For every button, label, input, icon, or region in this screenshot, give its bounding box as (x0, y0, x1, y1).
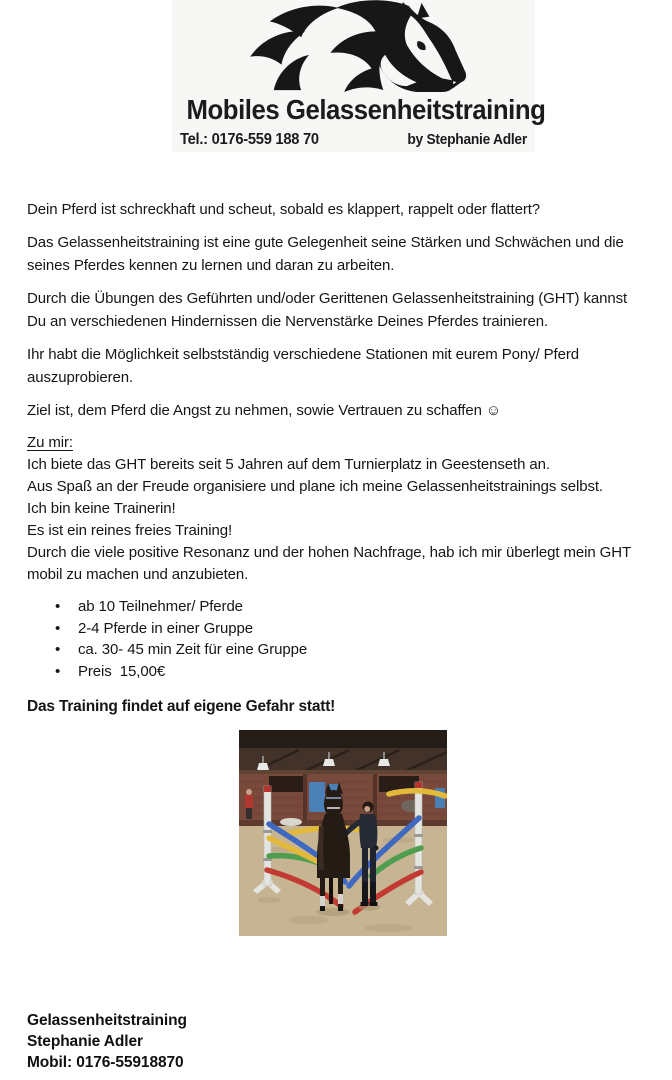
logo-header (172, 0, 546, 152)
horse-head-icon (172, 0, 535, 93)
disclaimer-text: Das Training findet auf eigene Gefahr statt! (27, 698, 336, 715)
about-heading: Zu mir: (27, 434, 73, 451)
paragraph-intro: Dein Pferd ist schreckhaft und scheut, sobald es klappert, rappelt oder flattert? (27, 201, 541, 218)
about-line: Ich biete das GHT bereits seit 5 Jahren auf dem Turnierplatz in Geestenseth an. (27, 456, 550, 473)
about-line: Es ist ein reines freies Training! (27, 522, 233, 539)
about-section (27, 432, 645, 586)
paragraph-stations: Ihr habt die Möglichkeit selbstständig verschiedene Stationen mit eurem Pony/ Pferd auszuprobieren. (27, 346, 580, 386)
about-line: Durch die viele positive Resonanz und der hohen Nachfrage, hab ich mir überlegt mein GHT mobil zu machen und anzubieten. (27, 544, 631, 583)
list-item: • Preis 15,00€ (27, 661, 645, 683)
contact-footer (27, 1010, 645, 1073)
paragraph-opportunity: Das Gelassenheitstraining ist eine gute Gelegenheit seine Stärken und Schwächen und die seines Pferdes kennen zu lernen und daran zu arbeiten. (27, 234, 624, 274)
logo-subline (172, 131, 535, 149)
flyer-body (0, 152, 672, 1073)
training-photo (239, 730, 447, 936)
list-item: • 2-4 Pferde in einer Gruppe (27, 618, 645, 640)
list-item: • ab 10 Teilnehmer/ Pferde (27, 596, 645, 618)
footer-person: Stephanie Adler (27, 1033, 143, 1050)
horse-head-art (172, 0, 535, 93)
conditions-list (27, 596, 645, 682)
about-line: Aus Spaß an der Freude organisiere und plane ich meine Gelassenheitstrainings selbst. (27, 478, 604, 495)
logo-title: Mobiles Gelassenheitstraining (186, 94, 546, 125)
logo-byline: by Stephanie Adler (407, 131, 527, 148)
about-line: Ich bin keine Trainerin! (27, 500, 176, 517)
paragraph-goal: Ziel ist, dem Pferd die Angst zu nehmen, sowie Vertrauen zu schaffen ☺ (27, 402, 502, 419)
footer-phone: Mobil: 0176-55918870 (27, 1054, 184, 1071)
logo-phone: Tel.: 0176-559 188 70 (180, 131, 319, 148)
footer-name: Gelassenheitstraining (27, 1012, 187, 1029)
paragraph-exercises: Durch die Übungen des Geführten und/oder Gerittenen Gelassenheitstraining (GHT) kannst Du an verschiedenen Hindernissen die Nervenstärke Deines Pferdes trainieren. (27, 290, 628, 330)
list-item: • ca. 30- 45 min Zeit für eine Gruppe (27, 639, 645, 661)
